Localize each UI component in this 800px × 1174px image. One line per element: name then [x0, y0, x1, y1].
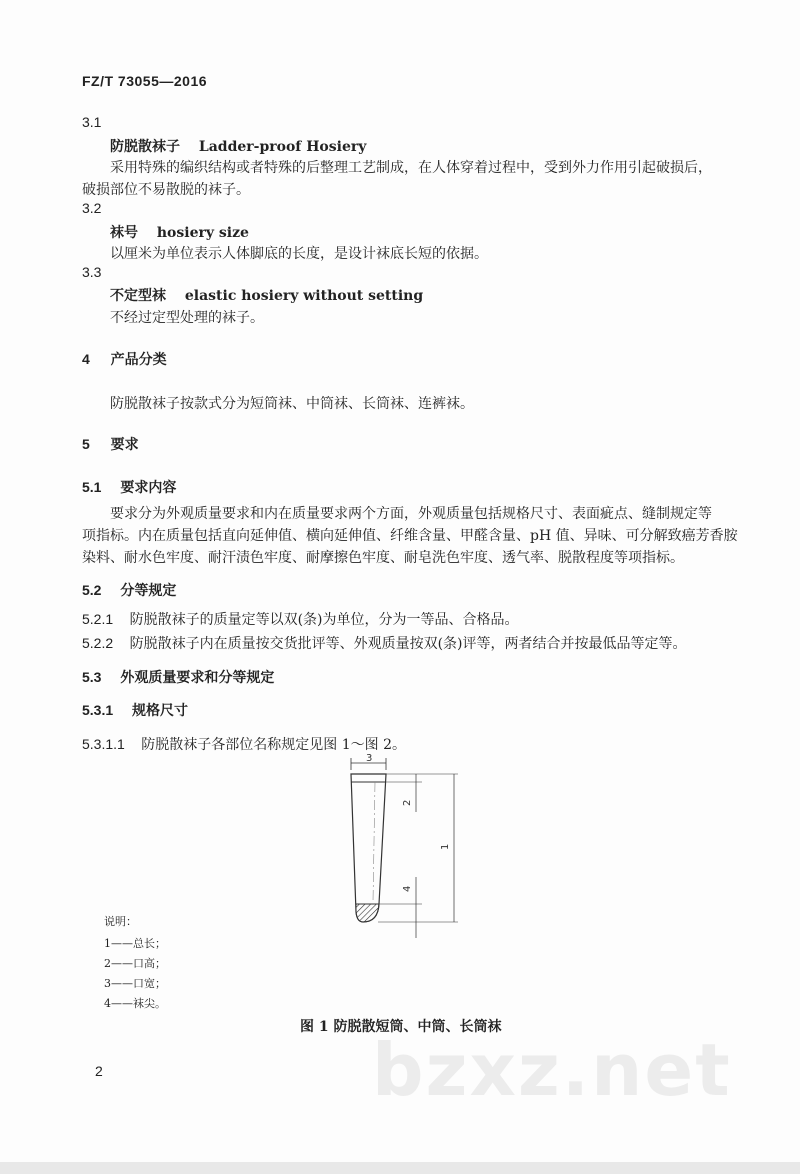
section-number: 5 — [82, 436, 90, 452]
term-title — [110, 136, 366, 156]
clause — [82, 633, 687, 653]
dim-label-4: 4 — [402, 885, 413, 892]
subsection-heading — [82, 580, 176, 600]
paragraph: 染料、耐水色牢度、耐汗渍色牢度、耐摩擦色牢度、耐皂洗色牢度、透气率、脱散程度等项指标。 — [82, 550, 684, 566]
dim-label-2: 2 — [402, 799, 413, 806]
section-title: 要求 — [110, 437, 139, 453]
clause — [82, 609, 519, 629]
subsection-heading — [82, 667, 274, 687]
term-definition: 不经过定型处理的袜子。 — [110, 310, 264, 326]
legend-item: 3——口宽； — [104, 977, 166, 990]
paragraph: 项指标。内在质量包括直向延伸值、横向延伸值、纤维含量、甲醛含量、pH 值、异味、可分解致癌芳香胺 — [82, 528, 738, 544]
term-zh: 防脱散袜子 — [110, 139, 180, 155]
section-number: 5.2 — [82, 582, 102, 598]
term-definition: 以厘米为单位表示人体脚底的长度，是设计袜底长短的依据。 — [110, 246, 488, 262]
watermark: bzxz.net — [372, 1028, 732, 1112]
section-title: 分等规定 — [120, 583, 177, 599]
clause-text: 防脱散袜子各部位名称规定见图 1～图 2。 — [141, 737, 406, 753]
section-heading — [82, 434, 139, 454]
section-title: 规格尺寸 — [132, 703, 189, 719]
sock-diagram — [330, 752, 480, 942]
term-en: elastic hosiery without setting — [184, 288, 424, 304]
clause-number: 5.3.1.1 — [82, 736, 125, 752]
clause-number: 5.2.2 — [82, 635, 114, 651]
term-zh: 袜号 — [110, 225, 138, 241]
sock-outline — [351, 774, 386, 922]
term-en: Ladder-proof Hosiery — [198, 139, 367, 155]
subsection-heading — [82, 700, 188, 720]
section-number: 5.1 — [82, 479, 102, 495]
legend-item: 1——总长； — [104, 937, 166, 950]
clause-number: 5.2.1 — [82, 611, 114, 627]
section-heading — [82, 349, 167, 369]
page-edge — [0, 1162, 800, 1174]
clause-text: 防脱散袜子的质量定等以双(条)为单位，分为一等品、合格品。 — [129, 612, 519, 628]
term-title — [110, 222, 249, 242]
section-title: 外观质量要求和分等规定 — [120, 670, 275, 686]
section-number: 5.3.1 — [82, 702, 114, 718]
standard-code: FZ/T 73055—2016 — [82, 73, 208, 89]
paragraph: 防脱散袜子按款式分为短筒袜、中筒袜、长筒袜、连裤袜。 — [110, 396, 474, 412]
section-title: 要求内容 — [120, 480, 177, 496]
clause-number: 3.3 — [82, 264, 102, 280]
page-number: 2 — [95, 1063, 103, 1079]
center-line — [373, 782, 375, 902]
clause-text: 防脱散袜子内在质量按交货批评等、外观质量按双(条)评等，两者结合并按最低品等定等。 — [129, 636, 687, 652]
paragraph: 要求分为外观质量要求和内在质量要求两个方面，外观质量包括规格尺寸、表面疵点、缝制规定等 — [110, 506, 712, 522]
section-title: 产品分类 — [110, 352, 167, 368]
toe-hatch — [356, 904, 379, 922]
clause — [82, 734, 406, 754]
clause-number: 3.2 — [82, 200, 102, 216]
term-definition: 破损部位不易散脱的袜子。 — [82, 182, 250, 198]
legend-item: 2——口高； — [104, 957, 166, 970]
legend-title: 说明： — [104, 915, 137, 928]
term-zh: 不定型袜 — [110, 288, 166, 304]
dim-label-1: 1 — [440, 843, 451, 850]
term-title — [110, 285, 423, 305]
subsection-heading — [82, 477, 176, 497]
term-en: hosiery size — [156, 225, 249, 241]
section-number: 4 — [82, 351, 90, 367]
figure-caption: 图 1 防脱散短筒、中筒、长筒袜 — [300, 1019, 502, 1035]
term-definition: 采用特殊的编织结构或者特殊的后整理工艺制成，在人体穿着过程中，受到外力作用引起破损后， — [110, 160, 712, 176]
section-number: 5.3 — [82, 669, 102, 685]
clause-number: 3.1 — [82, 114, 102, 130]
dim-label-3: 3 — [366, 753, 373, 764]
legend-item: 4——袜尖。 — [104, 997, 166, 1010]
